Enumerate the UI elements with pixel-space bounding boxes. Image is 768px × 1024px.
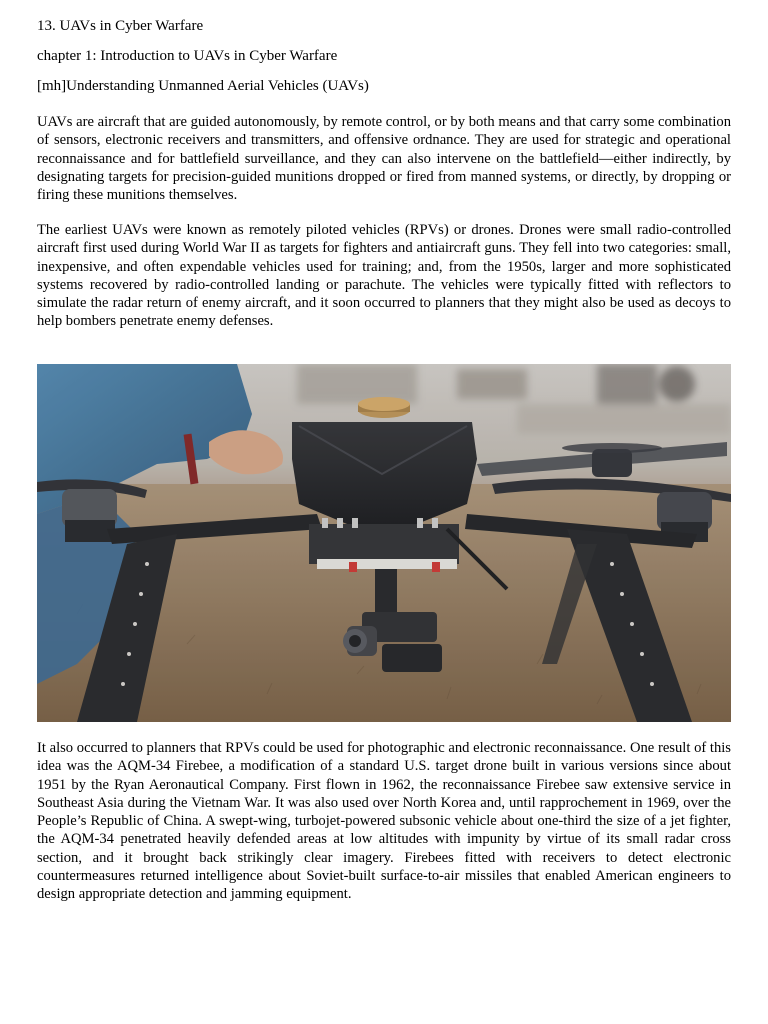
subsection-heading: [mh]Understanding Unmanned Aerial Vehicles (UAVs) (37, 78, 369, 94)
chapter-heading: chapter 1: Introduction to UAVs in Cyber Warfare (37, 48, 338, 64)
paragraph-1: UAVs are aircraft that are guided autonomously, by remote control, or by both means and that carry some combination of sensors, electronic receivers and transmitters, and offensive ordnance. They are used for strategic and operational reconnaissance and for battlefield surveillance, and they can also intervene on the battlefield—either indirectly, by designating targets for precision-guided munitions dropped or fired from manned systems, or directly, by dropping or firing these munitions themselves. (37, 114, 731, 204)
drone-photo (37, 364, 731, 722)
section-heading: 13. UAVs in Cyber Warfare (37, 18, 204, 34)
paragraph-3: It also occurred to planners that RPVs could be used for photographic and electronic reconnaissance. One result of this idea was the AQM-34 Firebee, a modification of a standard U.S. target drone built in various versions since about 1951 by the Ryan Aeronautical Company. First flown in 1962, the reconnaissance Firebee saw extensive service in Southeast Asia during the Vietnam War. It was also used over North Korea and, until rapprochement in 1969, over the People’s Republic of China. A swept-wing, turbojet-powered subsonic vehicle about one-third the size of a jet fighter, the AQM-34 penetrated heavily defended areas at low altitudes with impunity by virtue of its small radar cross section, and it brought back strikingly clear imagery. Firebees fitted with receivers to detect electronic countermeasures returned intelligence about Soviet-built surface-to-air missiles that enabled American engineers to design appropriate detection and jamming equipment. (37, 740, 731, 903)
paragraph-2: The earliest UAVs were known as remotely piloted vehicles (RPVs) or drones. Drones were small radio-controlled aircraft first used during World War II as targets for fighters and antiaircraft guns. They fell into two categories: small, inexpensive, and often expendable vehicles used for training; and, from the 1950s, larger and more sophisticated systems recovered by radio-controlled landing or parachute. The vehicles were typically fitted with reflectors to simulate the radar return of enemy aircraft, and it soon occurred to planners that they might also be used as decoys to help bombers penetrate enemy defenses. (37, 222, 731, 330)
